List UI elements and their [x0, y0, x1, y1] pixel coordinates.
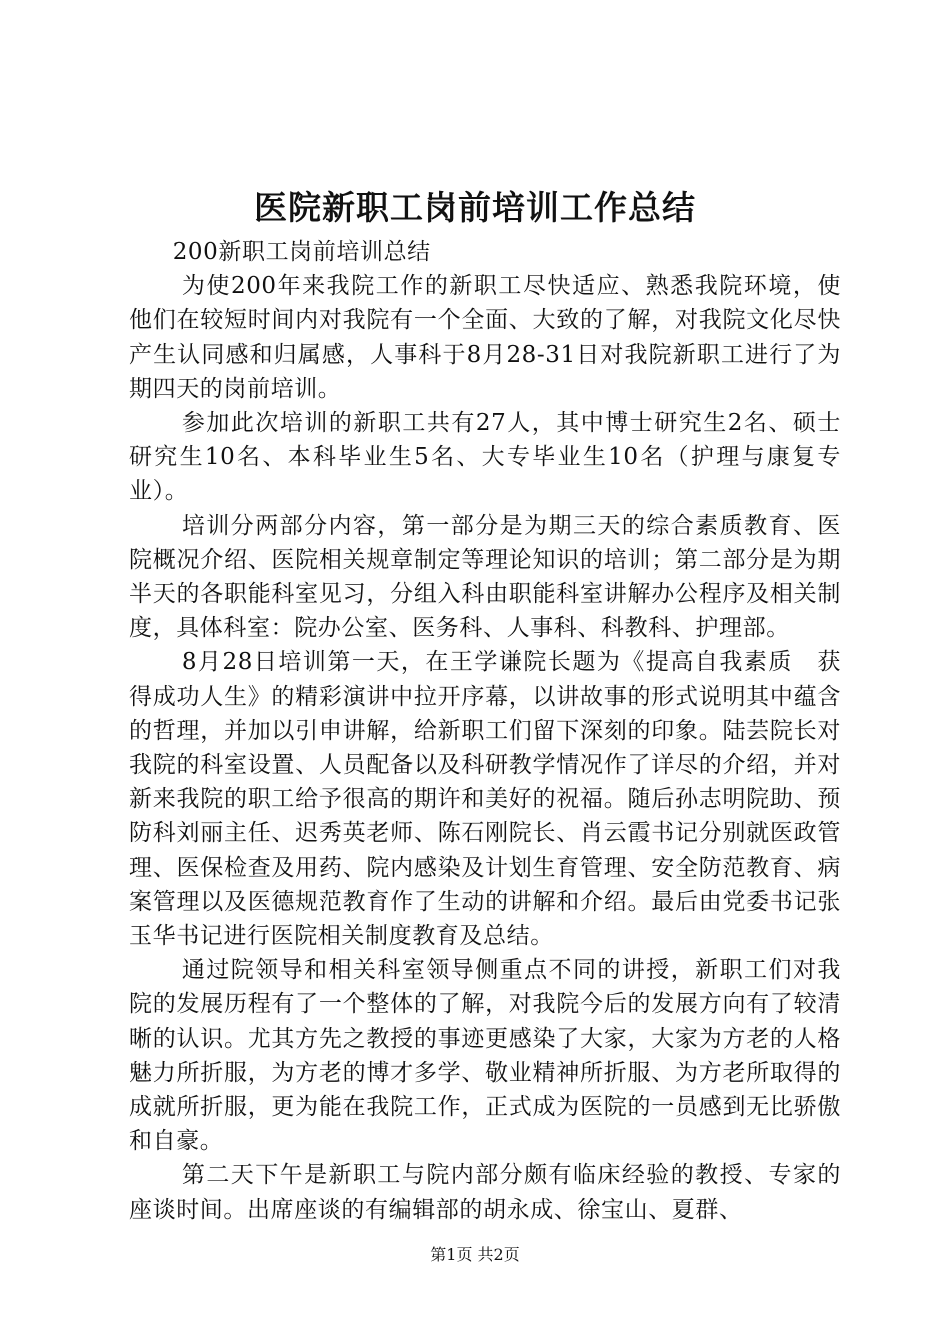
paragraph-4: 8月28日培训第一天，在王学谦院长题为《提高自我素质 获得成功人生》的精彩演讲中拉开序幕，以讲故事的形式说明其中蕴含的哲理，并加以引申讲解，给新职工们留下深刻的印象。陆芸院长对我院的科室设置、人员配备以及科研教学情况作了详尽的介绍，并对新来我院的职工给予很高的期许和美好的祝福。随后孙志明院助、预防科刘丽主任、迟秀英老师、陈石刚院长、肖云霞书记分别就医政管理、医保检查及用药、院内感染及计划生育管理、安全防范教育、病案管理以及医德规范教育作了生动的讲解和介绍。最后由党委书记张玉华书记进行医院相关制度教育及总结。 — [129, 649, 841, 950]
page-footer: 第1页 共2页 — [430, 1245, 520, 1264]
paragraph-6: 第二天下午是新职工与院内部分颇有临床经验的教授、专家的座谈时间。出席座谈的有编辑部的胡永成、徐宝山、夏群、 — [129, 1162, 841, 1223]
paragraph-1: 为使200年来我院工作的新职工尽快适应、熟悉我院环境，使他们在较短时间内对我院有一个全面、大致的了解，对我院文化尽快产生认同感和归属感，人事科于8月28-31日对我院新职工进行了为期四天的岗前培训。 — [129, 273, 841, 402]
paragraph-2: 参加此次培训的新职工共有27人，其中博士研究生2名、硕士研究生10名、本科毕业生5名、大专毕业生10名（护理与康复专业）。 — [129, 410, 841, 505]
paragraph-5: 通过院领导和相关科室领导侧重点不同的讲授，新职工们对我院的发展历程有了一个整体的了解，对我院今后的发展方向有了较清晰的认识。尤其方先之教授的事迹更感染了大家，大家为方老的人格魅力所折服，为方老的博才多学、敬业精神所折服、为方老所取得的成就所折服，更为能在我院工作，正式成为医院的一员感到无比骄傲和自豪。 — [129, 957, 841, 1155]
document-subtitle: 200新职工岗前培训总结 — [172, 239, 431, 265]
document-title: 医院新职工岗前培训工作总结 — [254, 188, 696, 227]
document-body — [129, 235, 841, 1227]
paragraph-3: 培训分两部分内容，第一部分是为期三天的综合素质教育、医院概况介绍、医院相关规章制定等理论知识的培训；第二部分是为期半天的各职能科室见习，分组入科由职能科室讲解办公程序及相关制度，具体科室：院办公室、医务科、人事科、科教科、护理部。 — [129, 512, 841, 642]
